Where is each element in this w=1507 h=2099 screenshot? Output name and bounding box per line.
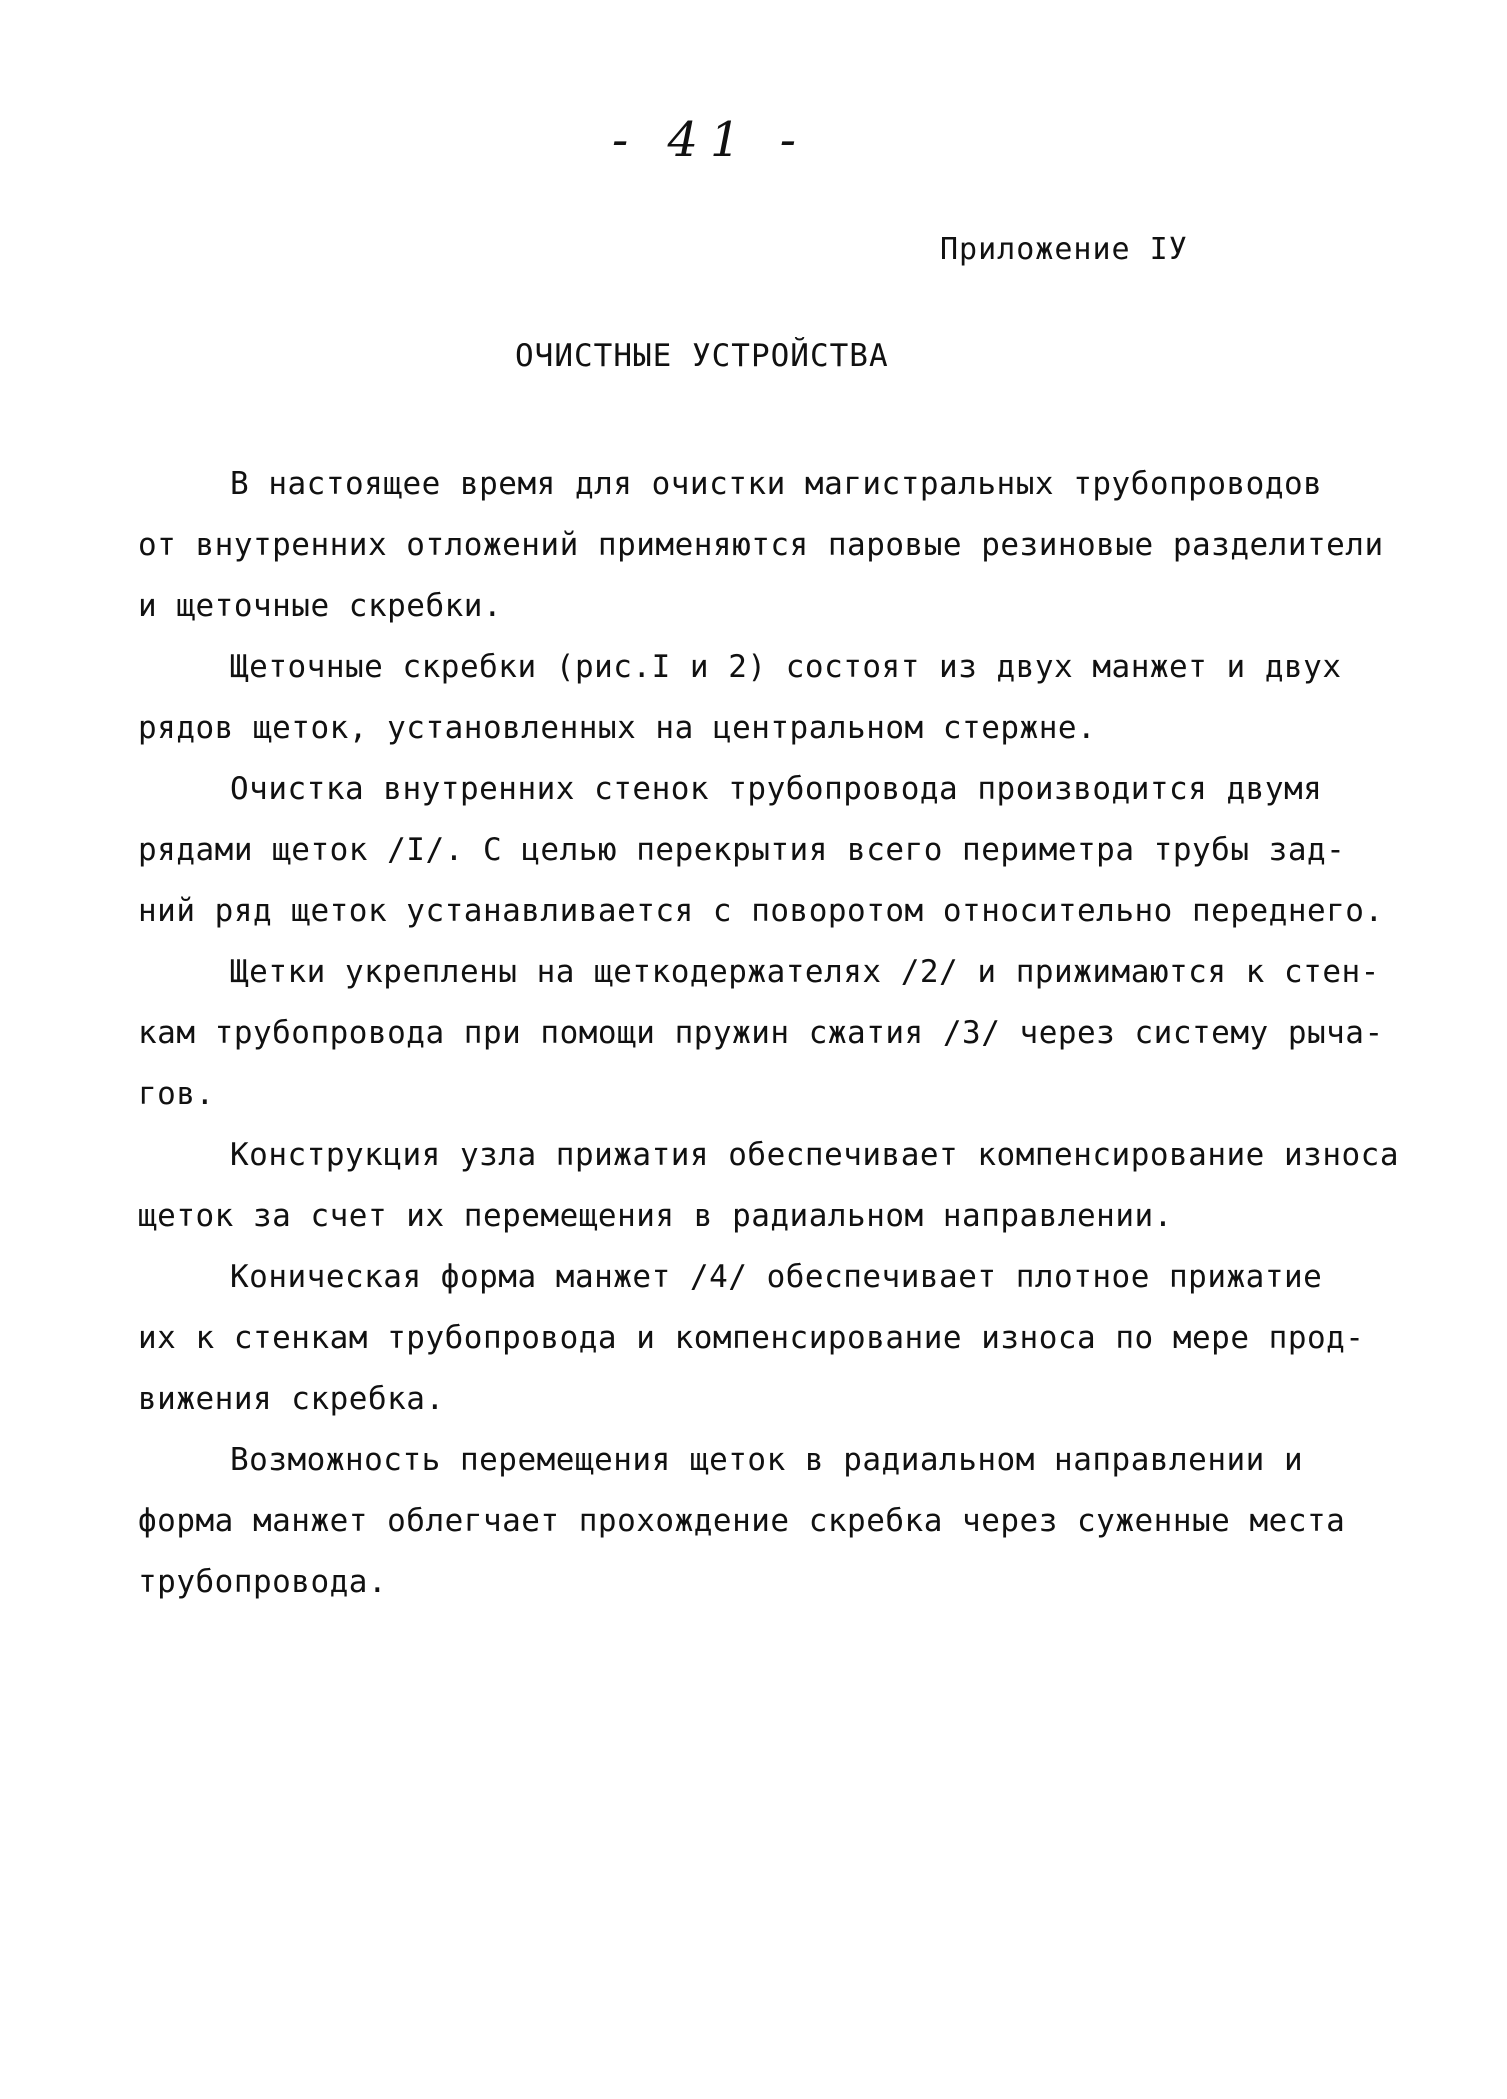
text-line: от внутренних отложений применяются паровые резиновые разделители [138, 527, 1384, 563]
page-number: - 41 - [611, 112, 809, 168]
document-title: ОЧИСТНЫЕ УСТРОЙСТВА [515, 338, 889, 374]
text-line: Возможность перемещения щеток в радиальном направлении и [230, 1442, 1304, 1478]
text-line: трубопровода. [138, 1564, 388, 1600]
text-line: рядов щеток, установленных на центральном стержне. [138, 710, 1097, 746]
appendix-label: Приложение IУ [940, 232, 1188, 267]
text-line: Коническая форма манжет /4/ обеспечивает плотное прижатие [230, 1259, 1323, 1295]
text-line: вижения скребка. [138, 1381, 445, 1417]
body-text [138, 454, 1398, 1613]
text-line: рядами щеток /I/. С целью перекрытия всего периметра трубы зад- [138, 832, 1346, 868]
text-line: их к стенкам трубопровода и компенсирование износа по мере прод- [138, 1320, 1365, 1356]
text-line: Щеточные скребки (рис.I и 2) состоят из двух манжет и двух [230, 649, 1342, 685]
text-line: щеток за счет их перемещения в радиальном направлении. [138, 1198, 1173, 1234]
text-line: Очистка внутренних стенок трубопровода производится двумя [230, 771, 1323, 807]
text-line: форма манжет облегчает прохождение скребка через суженные места [138, 1503, 1346, 1539]
text-line: Конструкция узла прижатия обеспечивает компенсирование износа [230, 1137, 1399, 1173]
text-line: кам трубопровода при помощи пружин сжатия /3/ через систему рыча- [138, 1015, 1384, 1051]
text-line: В настоящее время для очистки магистральных трубопроводов [230, 466, 1323, 502]
text-line: ний ряд щеток устанавливается с поворотом относительно переднего. [138, 893, 1384, 929]
text-line: гов. [138, 1076, 215, 1112]
text-line: Щетки укреплены на щеткодержателях /2/ и прижимаются к стен- [230, 954, 1380, 990]
text-line: и щеточные скребки. [138, 588, 503, 624]
